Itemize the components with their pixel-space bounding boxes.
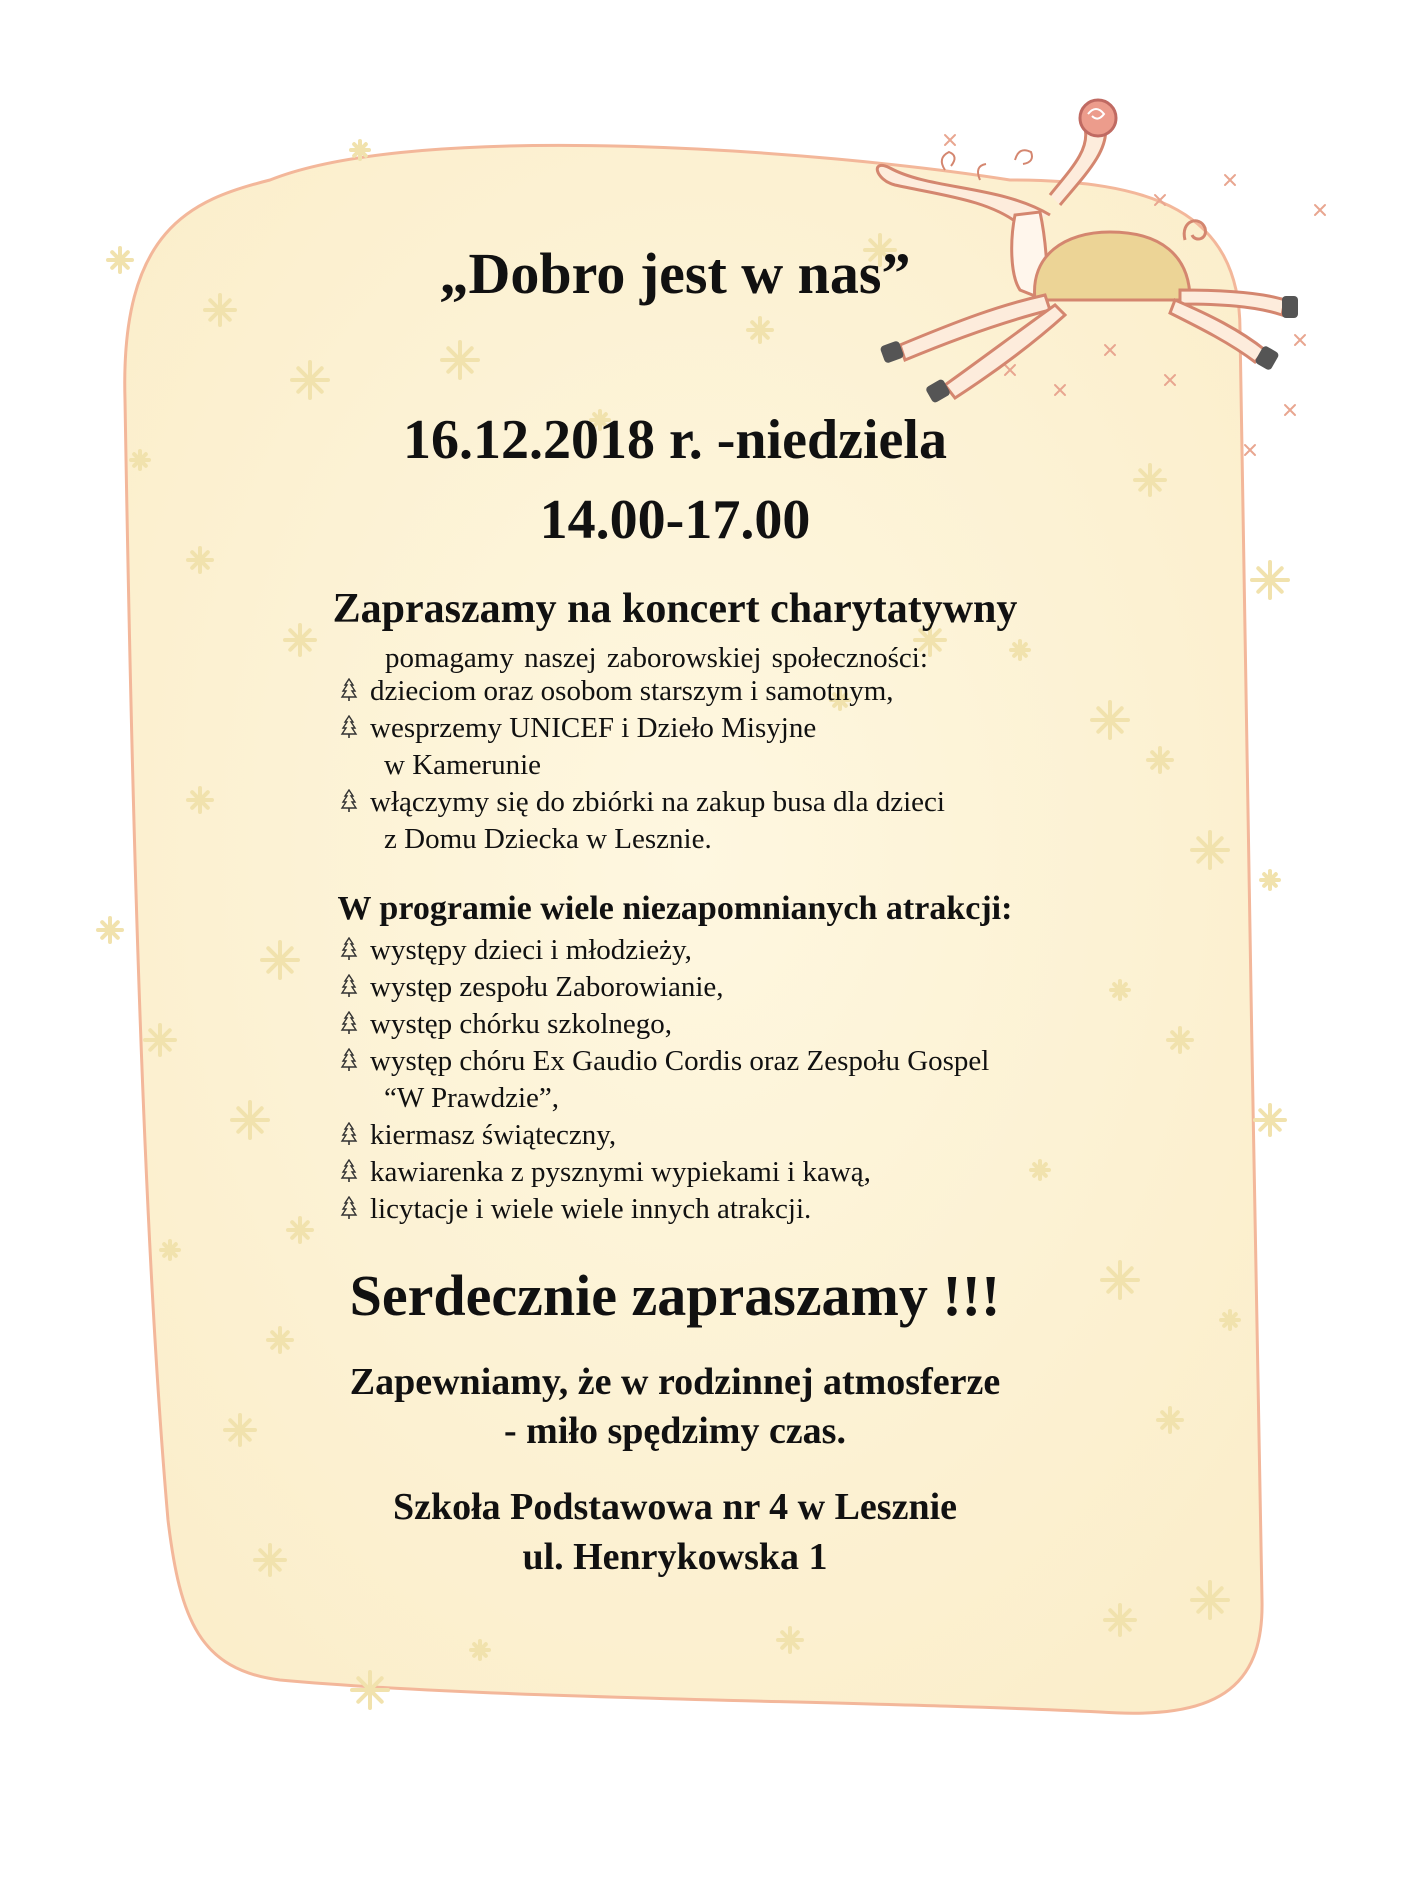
star-icon [1148,748,1172,772]
list-item-continuation: z Domu Dziecka w Lesznie. [384,823,712,855]
tree-bullet-icon [340,789,358,813]
star-icon [268,1328,292,1352]
list-item [340,784,945,858]
star-icon [262,942,298,978]
star-icon [1168,1028,1192,1052]
closing-invitation: Serdecznie zapraszamy !!! [349,1263,1001,1328]
flyer-title: „Dobro jest w nas” [439,241,911,306]
list-item-text: występ chóru Ex Gaudio Cordis oraz Zespołu Gospel [370,1045,990,1077]
atmosphere-note [0,1358,1350,1456]
star-icon [945,135,955,145]
list-item-text: dzieciom oraz osobom starszym i samotnym, [370,675,894,707]
star-icon [442,342,478,378]
list-item [340,969,989,1006]
star-icon [1011,641,1029,659]
atmosphere-note-line1: Zapewniamy, że w rodzinnej atmosferze [349,1361,1001,1403]
star-icon [145,1025,175,1055]
star-icon [1105,1605,1135,1635]
section1-list [340,673,945,858]
tree-bullet-icon [340,1011,358,1035]
tree-bullet-icon [340,1159,358,1183]
star-icon [1092,702,1128,738]
list-item [340,932,989,969]
star-icon [1031,1161,1049,1179]
tree-bullet-icon [340,937,358,961]
list-item [340,1006,989,1043]
list-item-text: występ chórku szkolnego, [370,1008,673,1040]
star-icon [1192,832,1228,868]
star-icon [1315,205,1325,215]
list-item-text: kiermasz świąteczny, [370,1119,617,1151]
tree-bullet-icon [340,715,358,739]
star-icon [1192,1582,1228,1618]
star-icon [1261,871,1279,889]
tree-bullet-icon [340,1122,358,1146]
tree-bullet-icon [340,678,358,702]
section1-intro: pomagamy naszej zaborowskiej społeczności: [385,642,928,674]
star-icon [351,141,369,159]
list-item [340,1043,989,1117]
star-icon [1225,175,1235,185]
star-icon [1295,335,1305,345]
list-item [340,673,945,710]
list-item-continuation: w Kamerunie [384,749,542,781]
list-item-text: wesprzemy UNICEF i Dzieło Misyjne [370,712,817,744]
list-item-text: występ zespołu Zaborowianie, [370,971,724,1003]
event-time: 14.00-17.00 [539,489,811,551]
star-icon [352,1672,388,1708]
star-icon [778,1628,802,1652]
star-icon [292,362,328,398]
star-icon [161,1241,179,1259]
star-icon [748,318,772,342]
star-icon [232,1102,268,1138]
venue-street: ul. Henrykowska 1 [522,1536,828,1578]
star-icon [288,1218,312,1242]
section1-heading: Zapraszamy na koncert charytatywny [332,586,1018,632]
tree-bullet-icon [340,1196,358,1220]
star-icon [1111,981,1129,999]
list-item-continuation: “W Prawdzie”, [384,1082,559,1114]
star-icon [188,788,212,812]
star-icon [471,1641,489,1659]
venue-name: Szkoła Podstawowa nr 4 w Lesznie [392,1486,958,1528]
star-icon [1255,1105,1285,1135]
section2-heading: W programie wiele niezapomnianych atrakcji: [337,890,1013,927]
list-item [340,710,945,784]
list-item-text: kawiarenka z pysznymi wypiekami i kawą, [370,1156,871,1188]
list-item [340,1154,989,1191]
venue-address [0,1482,1350,1582]
list-item-text: włączymy się do zbiórki na zakup busa dla dzieci [370,786,945,818]
list-item-text: licytacje i wiele wiele innych atrakcji. [370,1193,812,1225]
event-date: 16.12.2018 r. -niedziela [403,409,947,471]
atmosphere-note-line2: - miło spędzimy czas. [504,1410,846,1452]
list-item [340,1191,989,1228]
tree-bullet-icon [340,974,358,998]
section2-list [340,932,989,1228]
list-item [340,1117,989,1154]
list-item-text: występy dzieci i młodzieży, [370,934,692,966]
tree-bullet-icon [340,1048,358,1072]
